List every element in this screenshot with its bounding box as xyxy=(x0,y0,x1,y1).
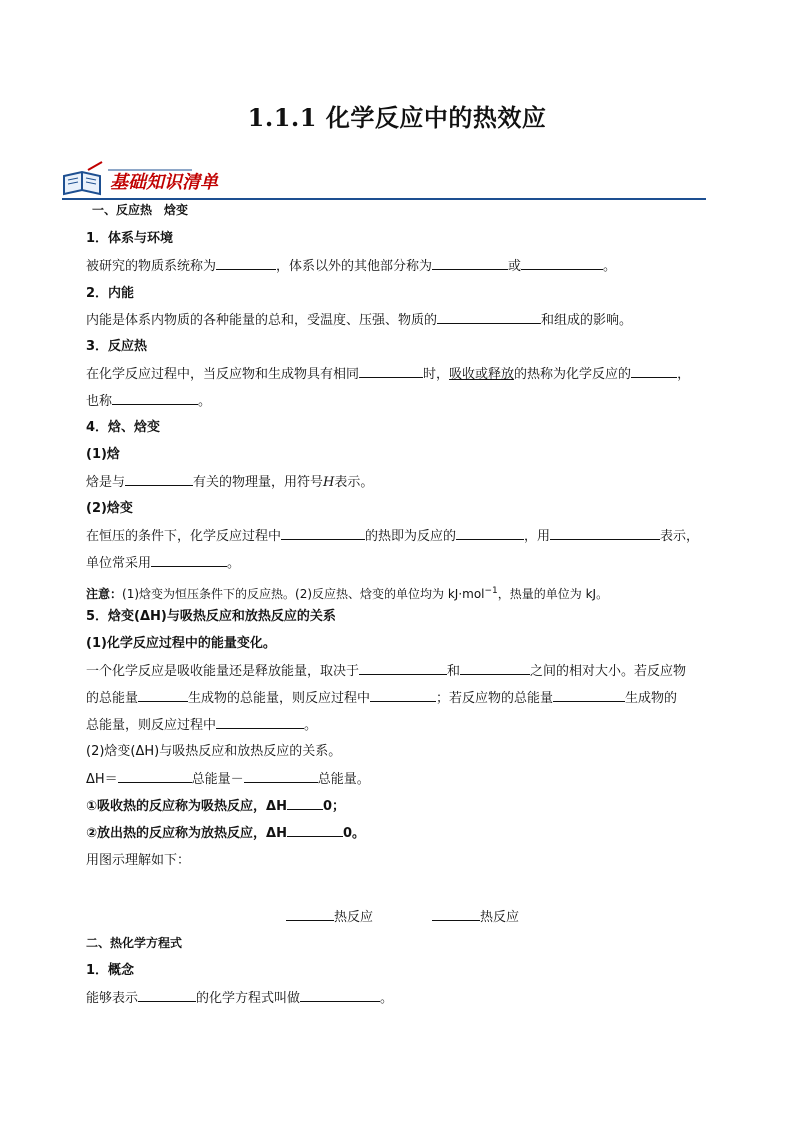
subheading-2: 2．内能 xyxy=(86,286,135,301)
page-title: 1.1.1 化学反应中的热效应 xyxy=(247,103,547,132)
paragraph-enthalpy-change: 在恒压的条件下，化学反应过程中 的热即为反应的 ，用 表示， xyxy=(86,529,700,544)
subheading-4: 4．焓、焓变 xyxy=(86,420,161,435)
book-pen-icon xyxy=(64,162,102,194)
paragraph-energy-2: 的总能量 生成物的总能量，则反应过程中 ；若反应物的总能量 生成物的 xyxy=(86,691,678,706)
subheading-5-2: (2)焓变(ΔH)与吸热反应和放热反应的关系。 xyxy=(86,744,342,759)
note: 注意：(1)焓变为恒压条件下的反应热。(2)反应热、焓变的单位均为 kJ·mol$^{-1}$，热量的单位为 kJ。 xyxy=(86,586,609,601)
banner-title: 基础知识清单 xyxy=(110,172,218,193)
rule-endothermic: ①吸收热的反应称为吸热反应，ΔH 0； xyxy=(86,799,345,814)
subheading-4-1: (1)焓 xyxy=(86,447,120,462)
formula-delta-h: ΔH＝ 总能量－ 总能量。 xyxy=(86,772,370,787)
subheading-1: 1．体系与环境 xyxy=(86,231,174,246)
paragraph-reaction-heat: 在化学反应过程中，当反应物和生成物具有相同 时，吸收或释放的热称为化学反应的 ， xyxy=(86,367,691,382)
paragraph-enthalpy: 焓是与 有关的物理量，用符号H表示。 xyxy=(86,475,374,490)
paragraph-energy-3: 总能量，则反应过程中 。 xyxy=(86,718,318,733)
subheading-4-2: (2)焓变 xyxy=(86,501,133,516)
paragraph-enthalpy-unit: 单位常采用 。 xyxy=(86,556,241,571)
subheading-5: 5．焓变(ΔH)与吸热反应和放热反应的关系 xyxy=(86,609,336,624)
paragraph-concept: 能够表示 的化学方程式叫做 。 xyxy=(86,991,394,1006)
subheading-6: 1．概念 xyxy=(86,963,135,978)
paragraph-energy-1: 一个化学反应是吸收能量还是释放能量，取决于 和 之间的相对大小。若反应物 xyxy=(86,664,687,679)
diagram-caption-right: 热反应 xyxy=(432,906,519,925)
section-heading-1: 一、反应热 焓变 xyxy=(92,203,189,217)
diagram-intro: 用图示理解如下： xyxy=(86,853,191,868)
rule-exothermic: ②放出热的反应称为放热反应，ΔH 0。 xyxy=(86,826,365,841)
subheading-5-1: (1)化学反应过程中的能量变化。 xyxy=(86,636,276,651)
paragraph-system: 被研究的物质系统称为 ，体系以外的其他部分称为 或 。 xyxy=(86,259,617,274)
paragraph-internal-energy: 内能是体系内物质的各种能量的总和，受温度、压强、物质的 和组成的影响。 xyxy=(86,313,633,328)
banner-rule xyxy=(62,198,706,200)
diagram-caption-left: 热反应 xyxy=(286,906,373,925)
section-heading-2: 二、热化学方程式 xyxy=(86,936,183,950)
subheading-3: 3．反应热 xyxy=(86,339,148,354)
paragraph-reaction-heat-2: 也称 。 xyxy=(86,394,212,409)
